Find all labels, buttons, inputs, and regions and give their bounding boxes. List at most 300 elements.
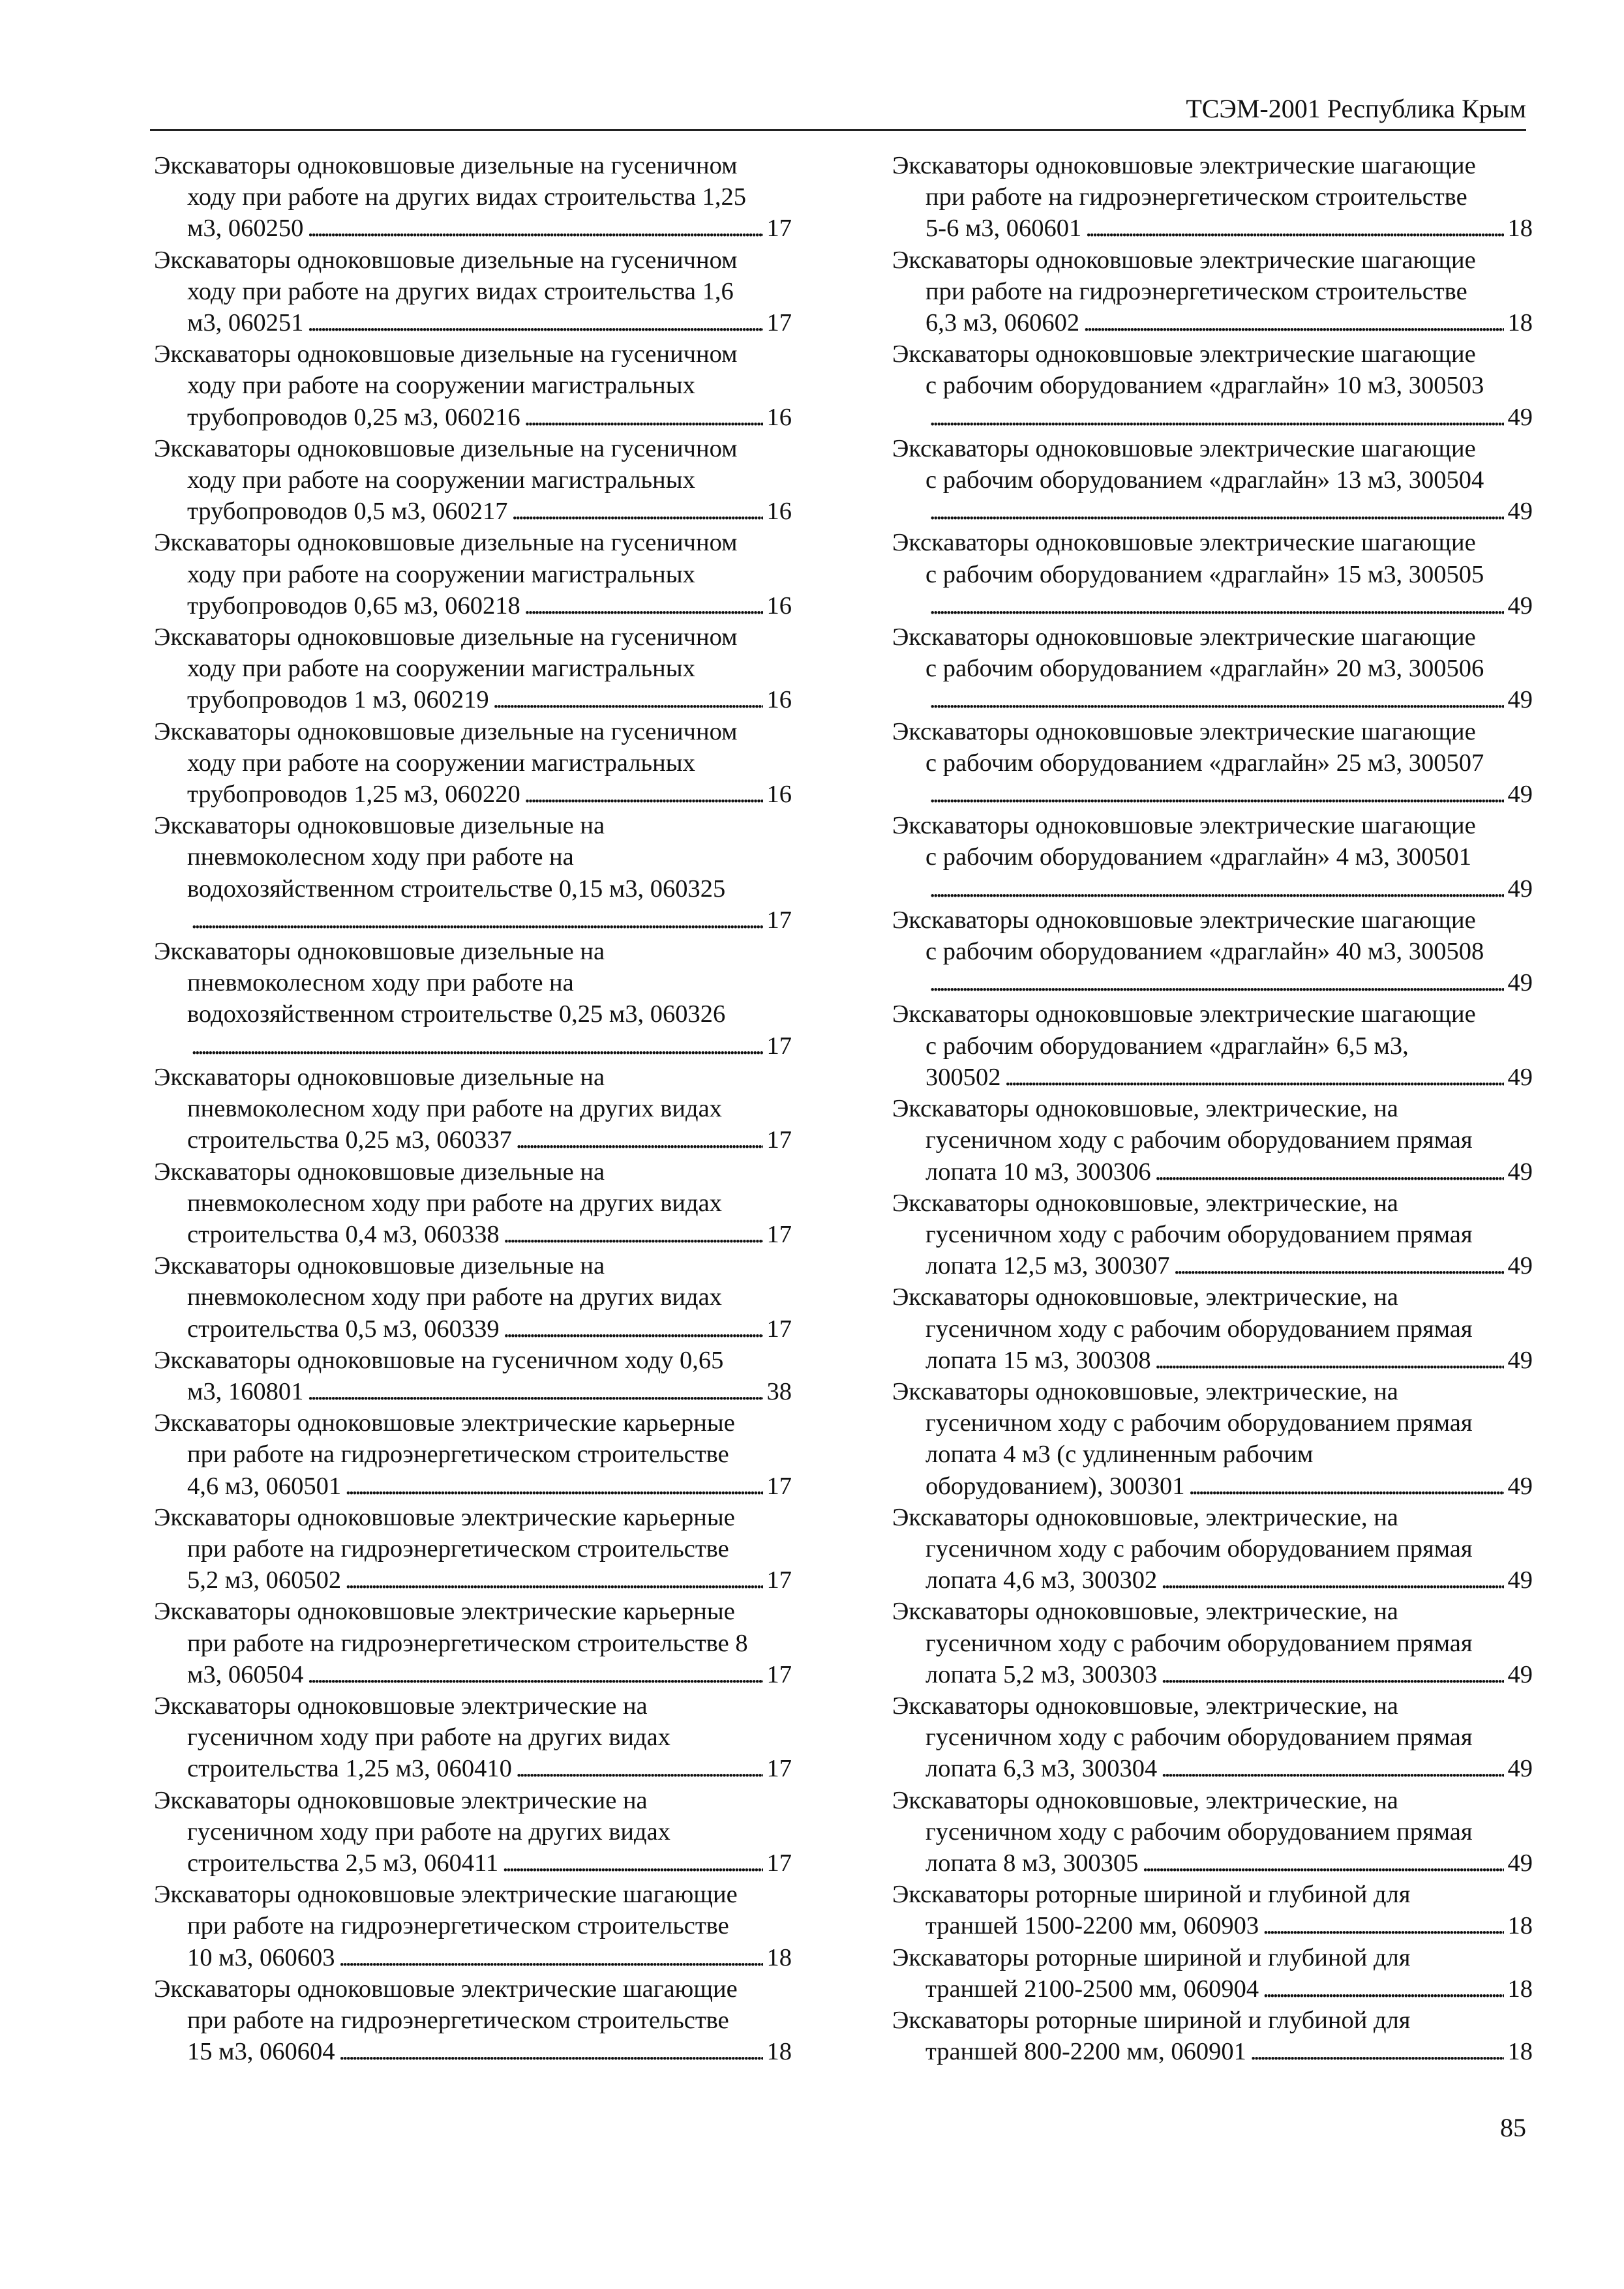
index-entry bbox=[892, 2005, 1533, 2067]
index-entry-line: при работе на гидроэнергетическом строительстве bbox=[925, 183, 1467, 211]
index-entry-line: пневмоколесном ходу при работе на других видах bbox=[187, 1095, 722, 1123]
dot-leader bbox=[1161, 1753, 1503, 1784]
index-entry-line: Экскаваторы одноковшовые дизельные на bbox=[154, 1063, 605, 1091]
index-column-right bbox=[892, 150, 1533, 2067]
index-entry-line: Экскаваторы одноковшовые электрические шагающие bbox=[892, 152, 1476, 179]
index-entry-line: пневмоколесном ходу при работе на других видах bbox=[187, 1283, 722, 1311]
index-entry-text bbox=[892, 2005, 1533, 2036]
index-entry-last-line: м3, 060251 bbox=[187, 309, 304, 337]
index-entry-leader bbox=[154, 1942, 792, 1973]
index-entry-line: при работе на гидроэнергетическом строительстве bbox=[187, 1441, 729, 1469]
index-entry-line: Экскаваторы одноковшовые электрические шагающие bbox=[892, 623, 1476, 651]
index-entry bbox=[892, 1188, 1533, 1282]
index-entry-leader bbox=[892, 684, 1533, 715]
index-entry bbox=[892, 1785, 1533, 1879]
index-entry-line: с рабочим оборудованием «драглайн» 13 м3, 300504 bbox=[925, 466, 1484, 494]
index-entry-last-line: 300502 bbox=[925, 1063, 1001, 1091]
dot-leader bbox=[929, 967, 1504, 998]
index-entry bbox=[154, 1502, 792, 1596]
index-entry-line: гусеничном ходу с рабочим оборудованием прямая bbox=[925, 1818, 1473, 1846]
index-entry-leader bbox=[892, 1250, 1533, 1281]
index-entry-text bbox=[892, 1093, 1533, 1156]
index-entry-last-line: 10 м3, 060603 bbox=[187, 1943, 335, 1971]
dot-leader bbox=[502, 1848, 762, 1879]
index-entry-page: 18 bbox=[766, 1943, 792, 1971]
index-entry-leader bbox=[154, 1471, 792, 1502]
index-entry-line: Экскаваторы одноковшовые электрические шагающие bbox=[154, 1881, 738, 1909]
index-entry bbox=[892, 338, 1533, 433]
index-entry bbox=[892, 1879, 1533, 1941]
index-entry bbox=[154, 150, 792, 245]
index-entry-leader bbox=[892, 1564, 1533, 1596]
index-entry-last-line: лопата 8 м3, 300305 bbox=[925, 1849, 1139, 1877]
index-entry-line: Экскаваторы одноковшовые дизельные на гусеничном bbox=[154, 434, 738, 462]
index-entry-leader bbox=[892, 873, 1533, 905]
index-entry-text bbox=[154, 1502, 792, 1564]
dot-leader bbox=[1263, 1910, 1503, 1941]
dot-leader bbox=[1083, 307, 1503, 338]
index-entry-line: при работе на гидроэнергетическом строительстве 8 bbox=[187, 1629, 748, 1657]
index-entry-text bbox=[154, 338, 792, 401]
dot-leader bbox=[516, 1753, 763, 1784]
index-entry bbox=[892, 433, 1533, 528]
index-entry bbox=[892, 1093, 1533, 1188]
dot-leader bbox=[191, 1030, 763, 1062]
index-entry-last-line: м3, 060250 bbox=[187, 215, 304, 243]
index-entry bbox=[154, 245, 792, 339]
index-entry-line: при работе на гидроэнергетическом строительстве bbox=[187, 2006, 729, 2034]
index-entry-leader bbox=[892, 496, 1533, 527]
index-entry-line: Экскаваторы одноковшовые, электрические, на bbox=[892, 1786, 1398, 1814]
index-entry-line: Экскаваторы одноковшовые дизельные на гусеничном bbox=[154, 717, 738, 745]
index-entry-last-line: м3, 160801 bbox=[187, 1377, 304, 1405]
index-entry bbox=[154, 1156, 792, 1251]
index-entry-page: 49 bbox=[1507, 1660, 1533, 1688]
index-entry-line: водохозяйственном строительстве 0,25 м3, 060326 bbox=[187, 1000, 726, 1028]
index-entry-line: Экскаваторы одноковшовые, электрические, на bbox=[892, 1189, 1398, 1217]
index-entry-text bbox=[892, 1690, 1533, 1753]
index-entry-text bbox=[154, 1062, 792, 1124]
index-entry-page: 16 bbox=[766, 781, 792, 809]
index-entry-line: Экскаваторы одноковшовые, электрические, на bbox=[892, 1283, 1398, 1311]
index-entry-leader bbox=[154, 1564, 792, 1596]
index-entry-last-line: 5-6 м3, 060601 bbox=[925, 215, 1082, 243]
dot-leader bbox=[345, 1471, 762, 1502]
index-entry bbox=[892, 1690, 1533, 1785]
index-entry-line: Экскаваторы одноковшовые дизельные на гусеничном bbox=[154, 340, 738, 368]
dot-leader bbox=[1155, 1345, 1504, 1376]
index-entry-text bbox=[154, 245, 792, 307]
index-entry-last-line: лопата 6,3 м3, 300304 bbox=[925, 1755, 1158, 1783]
index-entry bbox=[892, 716, 1533, 811]
index-entry-last-line: траншей 1500-2200 мм, 060903 bbox=[925, 1912, 1259, 1940]
index-entry-line: водохозяйственном строительстве 0,15 м3, 060325 bbox=[187, 875, 726, 903]
index-entry-page: 17 bbox=[766, 1315, 792, 1343]
index-entry-page: 49 bbox=[1507, 1063, 1533, 1091]
index-entry-line: с рабочим оборудованием «драглайн» 25 м3, 300507 bbox=[925, 749, 1484, 777]
index-entry-last-line: строительства 0,4 м3, 060338 bbox=[187, 1220, 500, 1248]
index-entry-line: гусеничном ходу при работе на других видах bbox=[187, 1724, 670, 1752]
index-entry-text bbox=[892, 621, 1533, 684]
index-entry-leader bbox=[892, 1062, 1533, 1093]
index-entry-text bbox=[892, 1188, 1533, 1250]
index-entry-page: 16 bbox=[766, 591, 792, 620]
index-entry-last-line: 4,6 м3, 060501 bbox=[187, 1472, 342, 1500]
index-entry-line: гусеничном ходу с рабочим оборудованием прямая bbox=[925, 1534, 1473, 1563]
index-entry-page: 49 bbox=[1507, 1346, 1533, 1374]
index-entry bbox=[892, 998, 1533, 1093]
dot-leader bbox=[1005, 1062, 1504, 1093]
index-entry-text bbox=[154, 936, 792, 1030]
dot-leader bbox=[1250, 2036, 1504, 2067]
index-entry bbox=[892, 621, 1533, 716]
index-entry-line: Экскаваторы роторные шириной и глубиной для bbox=[892, 1943, 1411, 1971]
index-entry-line: Экскаваторы одноковшовые дизельные на гусеничном bbox=[154, 152, 738, 179]
index-entry-leader bbox=[154, 1848, 792, 1879]
index-entry-last-line: 15 м3, 060604 bbox=[187, 2038, 335, 2066]
index-entry-page: 49 bbox=[1507, 875, 1533, 903]
index-entry-line: гусеничном ходу с рабочим оборудованием прямая bbox=[925, 1409, 1473, 1437]
dot-leader bbox=[191, 905, 763, 936]
index-entry-text bbox=[154, 1973, 792, 2036]
index-entry-page: 17 bbox=[766, 309, 792, 337]
index-entry-line: Экскаваторы одноковшовые электрические карьерные bbox=[154, 1598, 735, 1626]
dot-leader bbox=[1085, 213, 1503, 244]
index-entry-page: 17 bbox=[766, 906, 792, 934]
index-entry-line: Экскаваторы одноковшовые электрические карьерные bbox=[154, 1503, 735, 1531]
index-entry-last-line: трубопроводов 1,25 м3, 060220 bbox=[187, 781, 520, 809]
index-entry-text bbox=[892, 338, 1533, 401]
index-entry-last-line: 6,3 м3, 060602 bbox=[925, 309, 1080, 337]
index-entry bbox=[154, 1250, 792, 1345]
dot-leader bbox=[345, 1564, 762, 1596]
index-entry-line: Экскаваторы одноковшовые электрические шагающие bbox=[892, 340, 1476, 368]
index-entry bbox=[154, 527, 792, 621]
index-entry-leader bbox=[154, 213, 792, 244]
dot-leader bbox=[1161, 1564, 1503, 1596]
index-entry-leader bbox=[154, 590, 792, 621]
index-entry-line: при работе на гидроэнергетическом строительстве bbox=[925, 277, 1467, 305]
running-header bbox=[150, 91, 1526, 131]
index-entry-last-line: трубопроводов 0,5 м3, 060217 bbox=[187, 498, 508, 526]
index-entry-last-line: траншей 2100-2500 мм, 060904 bbox=[925, 1975, 1259, 2003]
index-entry-text bbox=[892, 1281, 1533, 1344]
index-entry-page: 49 bbox=[1507, 403, 1533, 431]
index-entry-line: с рабочим оборудованием «драглайн» 15 м3, 300505 bbox=[925, 560, 1484, 588]
index-entry-line: Экскаваторы одноковшовые электрические карьерные bbox=[154, 1409, 735, 1437]
index-entry-text bbox=[892, 150, 1533, 213]
index-entry-line: Экскаваторы одноковшовые, электрические, на bbox=[892, 1692, 1398, 1720]
index-entry-line: Экскаваторы одноковшовые на гусеничном ходу 0,65 bbox=[154, 1346, 724, 1374]
dot-leader bbox=[929, 402, 1504, 433]
index-entry-page: 17 bbox=[766, 1126, 792, 1154]
index-entry bbox=[892, 245, 1533, 339]
index-entry-line: ходу при работе на сооружении магистральных bbox=[187, 372, 695, 400]
index-entry-page: 49 bbox=[1507, 1158, 1533, 1186]
index-entry-line: ходу при работе на сооружении магистральных bbox=[187, 466, 695, 494]
index-entry-line: Экскаваторы одноковшовые электрические шагающие bbox=[892, 812, 1476, 840]
index-entry-text bbox=[892, 433, 1533, 496]
index-entry-leader bbox=[154, 1313, 792, 1345]
index-entry-leader bbox=[892, 1910, 1533, 1941]
header-title: ТСЭМ-2001 Республика Крым bbox=[1186, 94, 1526, 123]
index-entry-leader bbox=[892, 307, 1533, 338]
index-entry-last-line: трубопроводов 0,25 м3, 060216 bbox=[187, 403, 520, 431]
index-entry bbox=[892, 1502, 1533, 1596]
index-entry-line: ходу при работе на сооружении магистральных bbox=[187, 655, 695, 683]
index-entry bbox=[154, 1062, 792, 1156]
index-entry-line: Экскаваторы одноковшовые электрические шагающие bbox=[892, 246, 1476, 274]
dot-leader bbox=[1174, 1250, 1504, 1281]
dot-leader bbox=[929, 496, 1504, 527]
index-entry-line: Экскаваторы одноковшовые дизельные на гусеничном bbox=[154, 246, 738, 274]
index-entry-page: 49 bbox=[1507, 781, 1533, 809]
dot-leader bbox=[504, 1313, 763, 1345]
dot-leader bbox=[929, 873, 1504, 905]
index-entry bbox=[892, 1942, 1533, 2005]
index-entry-page: 17 bbox=[766, 1849, 792, 1877]
index-entry-line: при работе на гидроэнергетическом строительстве bbox=[187, 1912, 729, 1940]
index-entry-page: 49 bbox=[1507, 1252, 1533, 1280]
index-entry-line: гусеничном ходу с рабочим оборудованием прямая bbox=[925, 1629, 1473, 1657]
index-entry-leader bbox=[154, 1659, 792, 1690]
index-entry-last-line: траншей 800-2200 мм, 060901 bbox=[925, 2038, 1246, 2066]
index-entry bbox=[154, 1345, 792, 1407]
index-entry-page: 49 bbox=[1507, 1849, 1533, 1877]
index-entry-text bbox=[154, 1690, 792, 1753]
index-entry-leader bbox=[892, 1753, 1533, 1784]
index-entry-line: пневмоколесном ходу при работе на других видах bbox=[187, 1189, 722, 1217]
index-entry-last-line: строительства 0,25 м3, 060337 bbox=[187, 1126, 512, 1154]
index-entry-text bbox=[154, 1596, 792, 1658]
index-entry-line: ходу при работе на сооружении магистральных bbox=[187, 560, 695, 588]
index-entry-last-line: лопата 10 м3, 300306 bbox=[925, 1158, 1151, 1186]
index-entry-line: Экскаваторы одноковшовые, электрические, на bbox=[892, 1377, 1398, 1405]
index-entry bbox=[892, 1281, 1533, 1376]
index-entry-leader bbox=[892, 779, 1533, 810]
index-entry-line: гусеничном ходу с рабочим оборудованием прямая bbox=[925, 1724, 1473, 1752]
dot-leader bbox=[524, 590, 763, 621]
index-entry bbox=[892, 905, 1533, 999]
dot-leader bbox=[524, 402, 763, 433]
index-entry-last-line: оборудованием), 300301 bbox=[925, 1472, 1185, 1500]
index-entry-leader bbox=[892, 1973, 1533, 2005]
index-entry bbox=[154, 1879, 792, 1973]
index-entry-leader bbox=[892, 402, 1533, 433]
index-entry-page: 49 bbox=[1507, 1566, 1533, 1594]
index-entry-leader bbox=[154, 402, 792, 433]
dot-leader bbox=[307, 213, 762, 244]
index-entry-text bbox=[892, 1596, 1533, 1658]
index-entry-text bbox=[154, 716, 792, 779]
index-entry-leader bbox=[154, 905, 792, 936]
page-number: 85 bbox=[1500, 2113, 1526, 2142]
index-entry-text bbox=[892, 905, 1533, 967]
index-entry-leader bbox=[892, 1471, 1533, 1502]
index-entry-leader bbox=[154, 1030, 792, 1062]
dot-leader bbox=[339, 2036, 763, 2067]
index-entry bbox=[892, 150, 1533, 245]
index-entry-line: Экскаваторы одноковшовые электрические шагающие bbox=[892, 717, 1476, 745]
index-entry-text bbox=[892, 1942, 1533, 1973]
index-entry-line: ходу при работе на сооружении магистральных bbox=[187, 749, 695, 777]
index-entry bbox=[892, 1596, 1533, 1690]
index-entry-line: ходу при работе на других видах строительства 1,6 bbox=[187, 277, 734, 305]
dot-leader bbox=[929, 684, 1504, 715]
index-entry-text bbox=[154, 1156, 792, 1219]
dot-leader bbox=[307, 307, 762, 338]
index-entry-leader bbox=[892, 1345, 1533, 1376]
index-entry-leader bbox=[892, 1659, 1533, 1690]
index-entry-text bbox=[892, 810, 1533, 873]
index-entry-text bbox=[892, 998, 1533, 1061]
index-entry-text bbox=[892, 716, 1533, 779]
index-entry-last-line: трубопроводов 1 м3, 060219 bbox=[187, 686, 489, 714]
index-entry-line: с рабочим оборудованием «драглайн» 6,5 м3, bbox=[925, 1032, 1409, 1060]
dot-leader bbox=[1161, 1659, 1503, 1690]
index-entry-text bbox=[154, 150, 792, 213]
index-entry-page: 49 bbox=[1507, 1755, 1533, 1783]
index-entry-line: лопата 4 м3 (с удлиненным рабочим bbox=[925, 1441, 1314, 1469]
index-entry-page: 18 bbox=[1507, 215, 1533, 243]
index-entry bbox=[154, 1407, 792, 1502]
index-entry-text bbox=[154, 1879, 792, 1941]
dot-leader bbox=[493, 684, 763, 715]
index-entry-page: 18 bbox=[1507, 309, 1533, 337]
index-entry-leader bbox=[154, 1753, 792, 1784]
dot-leader bbox=[1188, 1471, 1503, 1502]
index-entry-text bbox=[892, 1376, 1533, 1471]
index-entry-line: с рабочим оборудованием «драглайн» 40 м3, 300508 bbox=[925, 938, 1484, 966]
index-entry-leader bbox=[154, 684, 792, 715]
index-entry-line: гусеничном ходу с рабочим оборудованием прямая bbox=[925, 1315, 1473, 1343]
index-entry-text bbox=[892, 1785, 1533, 1848]
index-entry-page: 18 bbox=[1507, 1912, 1533, 1940]
index-entry-leader bbox=[892, 590, 1533, 621]
index-entry-leader bbox=[154, 779, 792, 810]
index-entry bbox=[154, 1596, 792, 1690]
index-entry-line: Экскаваторы одноковшовые дизельные на гусеничном bbox=[154, 623, 738, 651]
index-entry-last-line: лопата 5,2 м3, 300303 bbox=[925, 1660, 1158, 1688]
index-entry bbox=[892, 810, 1533, 905]
index-entry bbox=[892, 1376, 1533, 1502]
index-entry bbox=[154, 621, 792, 716]
index-entry-line: Экскаваторы одноковшовые, электрические, на bbox=[892, 1598, 1398, 1626]
index-entry-last-line: м3, 060504 bbox=[187, 1660, 304, 1688]
index-entry-page: 17 bbox=[766, 1220, 792, 1248]
index-entry-line: с рабочим оборудованием «драглайн» 10 м3, 300503 bbox=[925, 372, 1484, 400]
dot-leader bbox=[929, 779, 1504, 810]
index-entry-last-line: лопата 12,5 м3, 300307 bbox=[925, 1252, 1170, 1280]
index-entry-last-line: лопата 4,6 м3, 300302 bbox=[925, 1566, 1158, 1594]
index-entry-text bbox=[154, 1345, 792, 1376]
index-entry-line: Экскаваторы одноковшовые, электрические, на bbox=[892, 1095, 1398, 1123]
index-entry-text bbox=[154, 527, 792, 590]
dot-leader bbox=[339, 1942, 763, 1973]
dot-leader bbox=[516, 1124, 763, 1156]
index-entry-page: 38 bbox=[766, 1377, 792, 1405]
index-entry-text bbox=[892, 1879, 1533, 1910]
index-entry-leader bbox=[154, 2036, 792, 2067]
index-entry bbox=[154, 1973, 792, 2068]
index-entry bbox=[154, 433, 792, 528]
index-entry-page: 17 bbox=[766, 215, 792, 243]
index-entry-page: 18 bbox=[1507, 2038, 1533, 2066]
index-entry-line: Экскаваторы одноковшовые электрические на bbox=[154, 1692, 648, 1720]
index-entry-last-line: строительства 1,25 м3, 060410 bbox=[187, 1755, 512, 1783]
index-entry-page: 16 bbox=[766, 686, 792, 714]
index-entry-line: гусеничном ходу при работе на других видах bbox=[187, 1818, 670, 1846]
index-entry-text bbox=[154, 1250, 792, 1313]
index-entry-line: при работе на гидроэнергетическом строительстве bbox=[187, 1534, 729, 1563]
index-entry-leader bbox=[154, 1219, 792, 1250]
index-entry-line: гусеничном ходу с рабочим оборудованием прямая bbox=[925, 1126, 1473, 1154]
index-entry-line: Экскаваторы одноковшовые дизельные на bbox=[154, 1252, 605, 1280]
index-entry-page: 49 bbox=[1507, 1472, 1533, 1500]
index-entry-line: с рабочим оборудованием «драглайн» 20 м3, 300506 bbox=[925, 655, 1484, 683]
index-entry bbox=[892, 527, 1533, 621]
index-entry-text bbox=[154, 1785, 792, 1848]
index-entry-leader bbox=[892, 2036, 1533, 2067]
index-entry-leader bbox=[892, 213, 1533, 244]
index-entry-page: 16 bbox=[766, 403, 792, 431]
index-entry-line: с рабочим оборудованием «драглайн» 4 м3, 300501 bbox=[925, 843, 1472, 871]
index-entry-last-line: 5,2 м3, 060502 bbox=[187, 1566, 342, 1594]
index-entry-text bbox=[154, 433, 792, 496]
dot-leader bbox=[929, 590, 1504, 621]
index-entry-page: 49 bbox=[1507, 498, 1533, 526]
index-entry-page: 49 bbox=[1507, 969, 1533, 997]
index-entry-leader bbox=[154, 307, 792, 338]
index-entry-leader bbox=[892, 967, 1533, 998]
index-entry-page: 49 bbox=[1507, 686, 1533, 714]
index-entry bbox=[154, 936, 792, 1062]
index-entry-line: Экскаваторы одноковшовые электрические шагающие bbox=[892, 434, 1476, 462]
index-entry-page: 17 bbox=[766, 1472, 792, 1500]
index-entry-line: Экскаваторы одноковшовые дизельные на гусеничном bbox=[154, 529, 738, 557]
dot-leader bbox=[524, 779, 763, 810]
index-entry-line: Экскаваторы одноковшовые дизельные на bbox=[154, 938, 605, 966]
index-column-left bbox=[154, 150, 792, 2067]
index-entry-page: 16 bbox=[766, 498, 792, 526]
dot-leader bbox=[1155, 1156, 1504, 1188]
index-entry-leader bbox=[892, 1156, 1533, 1188]
index-entry-line: Экскаваторы одноковшовые, электрические, на bbox=[892, 1503, 1398, 1531]
dot-leader bbox=[512, 496, 763, 527]
index-entry-last-line: трубопроводов 0,65 м3, 060218 bbox=[187, 591, 520, 620]
index-entry-line: Экскаваторы одноковшовые дизельные на bbox=[154, 1158, 605, 1186]
index-entry-text bbox=[892, 245, 1533, 307]
index-entry-line: Экскаваторы роторные шириной и глубиной для bbox=[892, 2006, 1411, 2034]
index-entry-leader bbox=[154, 496, 792, 527]
index-entry-text bbox=[892, 527, 1533, 590]
index-entry bbox=[154, 810, 792, 936]
index-entry-page: 17 bbox=[766, 1755, 792, 1783]
dot-leader bbox=[307, 1376, 762, 1407]
index-entry-line: ходу при работе на других видах строительства 1,25 bbox=[187, 183, 747, 211]
index-entry-page: 18 bbox=[1507, 1975, 1533, 2003]
index-entry-text bbox=[154, 621, 792, 684]
index-entry-leader bbox=[154, 1376, 792, 1407]
index-entry-line: Экскаваторы одноковшовые электрические шагающие bbox=[892, 529, 1476, 557]
index-entry-line: Экскаваторы роторные шириной и глубиной для bbox=[892, 1881, 1411, 1909]
index-entry-last-line: лопата 15 м3, 300308 bbox=[925, 1346, 1151, 1374]
index-entry bbox=[154, 1785, 792, 1879]
index-entry-line: Экскаваторы одноковшовые электрические шагающие bbox=[154, 1975, 738, 2003]
index-entry-text bbox=[892, 1502, 1533, 1564]
index-entry-page: 17 bbox=[766, 1660, 792, 1688]
index-entry-line: пневмоколесном ходу при работе на bbox=[187, 843, 574, 871]
